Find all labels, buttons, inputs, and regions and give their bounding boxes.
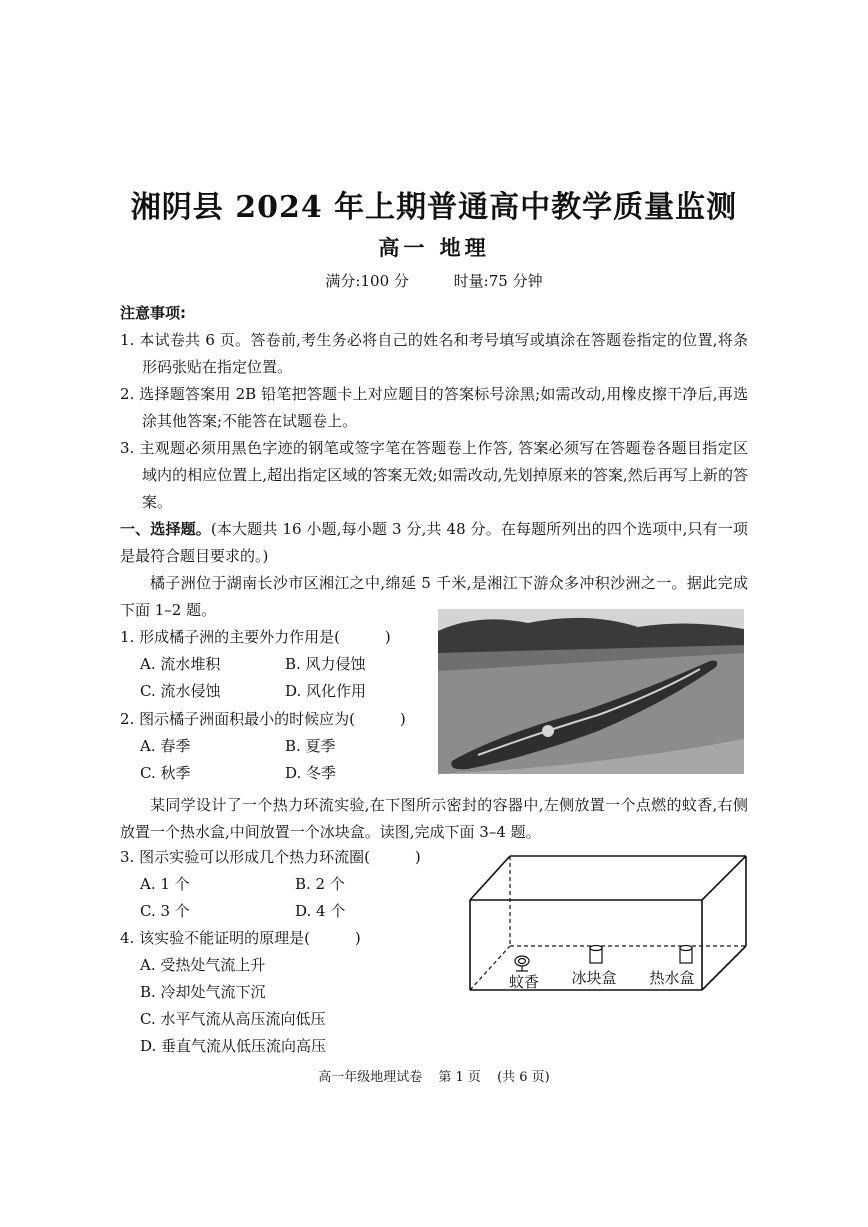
container-box-drawing — [466, 852, 748, 992]
thermal-circulation-diagram — [466, 852, 748, 992]
exam-subtitle: 高一 地理 — [378, 236, 490, 260]
options-row — [120, 733, 430, 760]
option-d[interactable]: D. 风化作用 — [285, 682, 367, 700]
section-heading-note: (本大题共 16 小题,每小题 3 分,共 48 分。在每题所列出的四个选项中,只有一项是最符合题目要求的。) — [120, 520, 748, 565]
exam-title: 湘阴县 2024 年上期普通高中教学质量监测 — [130, 190, 738, 225]
option-b[interactable]: B. 冷却处气流下沉 — [140, 983, 266, 1001]
option-c[interactable]: C. 水平气流从高压流向低压 — [140, 1010, 326, 1028]
section-heading-title: 一、选择题。 — [120, 520, 211, 538]
options-row — [120, 760, 430, 787]
island-photo-illustration — [438, 609, 744, 774]
section-heading — [120, 516, 748, 570]
option-a[interactable]: A. 流水堆积 — [140, 655, 221, 673]
option-c[interactable]: C. 流水侵蚀 — [140, 682, 221, 700]
options-row — [120, 871, 450, 898]
time-limit: 时量:75 分钟 — [453, 272, 543, 290]
option-d[interactable]: D. 4 个 — [295, 902, 346, 920]
score-time-line — [0, 270, 868, 291]
option-d[interactable]: D. 垂直气流从低压流向高压 — [140, 1037, 327, 1055]
option-b[interactable]: B. 2 个 — [295, 875, 345, 893]
option-a[interactable]: A. 受热处气流上升 — [140, 956, 266, 974]
notes-section — [120, 300, 748, 516]
option-b[interactable]: B. 夏季 — [285, 737, 336, 755]
question-1 — [120, 624, 430, 705]
label-incense: 蚊香 — [508, 973, 540, 991]
options-row — [120, 678, 430, 705]
option-c[interactable]: C. 3 个 — [140, 902, 190, 920]
incense-coil-icon — [515, 956, 529, 971]
note-item: 2. 选择题答案用 2B 铅笔把答题卡上对应题目的答案标号涂黑;如需改动,用橡皮擦干净后,再选涂其他答案;不能答在试题卷上。 — [120, 385, 748, 430]
option-b[interactable]: B. 风力侵蚀 — [285, 655, 366, 673]
note-item: 3. 主观题必须用黑色字迹的钢笔或签字笔在答题卷上作答, 答案必须写在答题卷各题目指定区域内的相应位置上,超出指定区域的答案无效;如需改动,先划掉原来的答案,然后再写上新的答案。 — [120, 439, 748, 511]
option-a[interactable]: A. 1 个 — [140, 875, 190, 893]
options-row — [120, 898, 450, 925]
notes-title: 注意事项: — [120, 304, 186, 322]
intro-text: 某同学设计了一个热力环流实验,在下图所示密封的容器中,左侧放置一个点燃的蚊香,右侧放置一个热水盒,中间放置一个冰块盒。读图,完成下面 3–4 题。 — [120, 796, 748, 841]
question-stem: 1. 形成橘子洲的主要外力作用是( ) — [120, 628, 391, 646]
question-3 — [120, 844, 450, 925]
question-stem: 2. 图示橘子洲面积最小的时候应为( ) — [120, 710, 406, 728]
label-ice-box: 冰块盒 — [571, 969, 617, 987]
question-stem: 3. 图示实验可以形成几个热力环流圈( ) — [120, 848, 421, 866]
ice-box-icon — [590, 946, 602, 964]
intro-questions-1-2: 橘子洲位于湖南长沙市区湘江之中,绵延 5 千米,是湘江下游众多冲积沙洲之一。据此完成下面 1–2 题。 — [120, 574, 748, 619]
footer-exam-name: 高一年级地理试卷 — [318, 1070, 423, 1085]
question-stem: 4. 该实验不能证明的原理是( ) — [120, 929, 361, 947]
options-row — [120, 651, 430, 678]
section-one-header — [120, 516, 748, 624]
label-hot-water-box: 热水盒 — [649, 969, 695, 987]
question-2 — [120, 706, 430, 787]
question-4 — [120, 925, 450, 1060]
footer-page-number: 第 1 页 — [438, 1070, 481, 1085]
full-score: 满分:100 分 — [325, 272, 409, 290]
option-d[interactable]: D. 冬季 — [285, 764, 337, 782]
intro-questions-3-4 — [120, 792, 748, 846]
option-a[interactable]: A. 春季 — [140, 737, 191, 755]
hot-water-box-icon — [680, 946, 692, 964]
orange-isle-photo — [438, 609, 744, 774]
note-item: 1. 本试卷共 6 页。答卷前,考生务必将自己的姓名和考号填写或填涂在答题卷指定的位置,将条形码张贴在指定位置。 — [120, 331, 748, 376]
option-c[interactable]: C. 秋季 — [140, 764, 191, 782]
footer-total-pages: (共 6 页) — [497, 1070, 550, 1085]
page-footer — [0, 1066, 868, 1085]
